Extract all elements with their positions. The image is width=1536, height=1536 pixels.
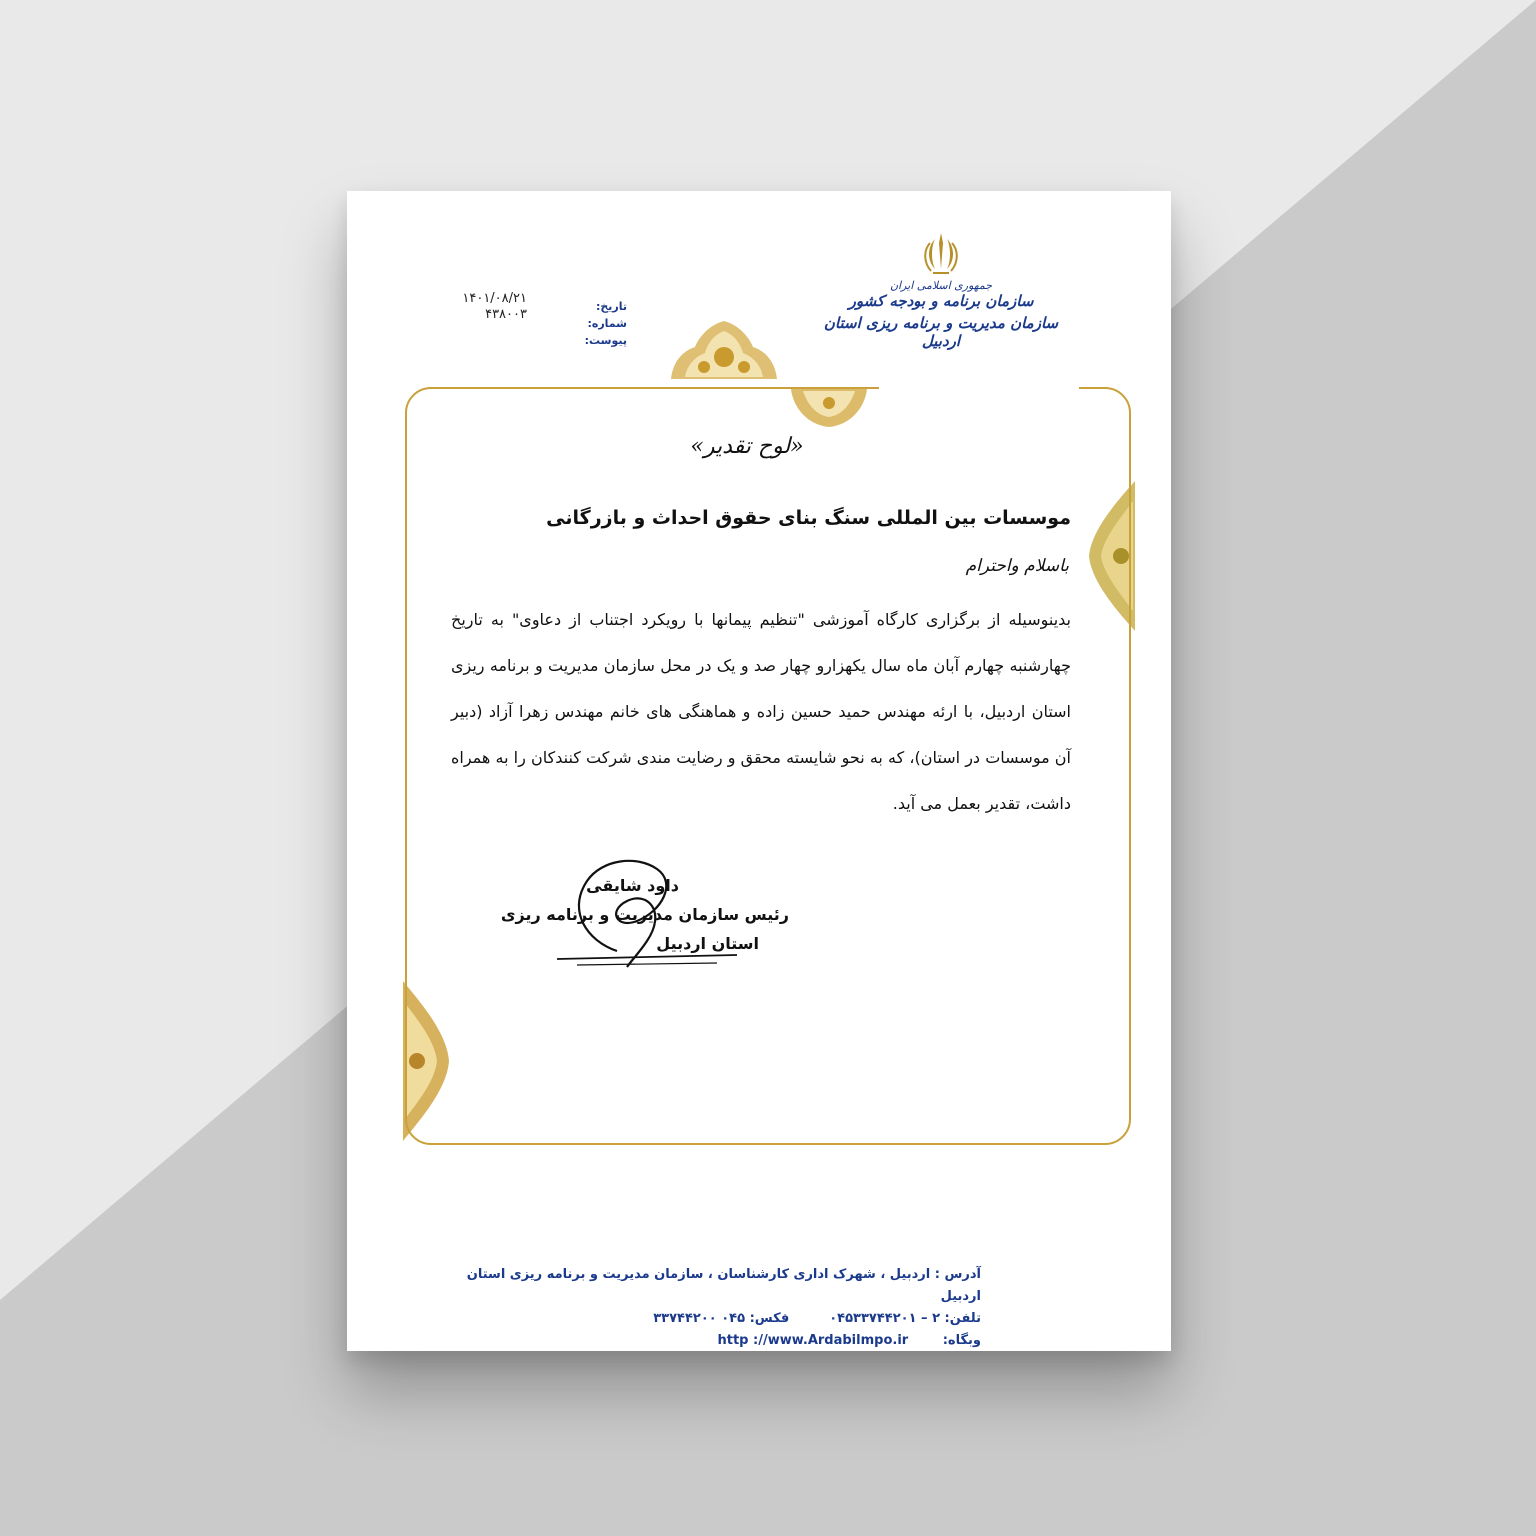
- top-ornament-icon: [669, 317, 779, 381]
- footer: [461, 1264, 981, 1352]
- phone-value: ۲ – ۰۴۵۳۳۷۴۴۲۰۱: [829, 1311, 941, 1326]
- signer-position: رئیس سازمان مدیریت و برنامه ریزی: [500, 905, 789, 924]
- iran-emblem-icon: [921, 229, 961, 279]
- meta-labels: [567, 298, 627, 349]
- signer-name: داود شایقی: [586, 876, 679, 895]
- footer-contact-row: [461, 1308, 981, 1330]
- fax-label: فکس:: [749, 1311, 790, 1326]
- fax-value: ۰۴۵ ۳۳۷۴۴۲۰۰: [653, 1311, 746, 1326]
- phone-label: تلفن:: [944, 1311, 981, 1326]
- signature-block: [489, 871, 789, 958]
- website-link[interactable]: http ://www.Ardabilmpo.ir: [717, 1333, 909, 1348]
- header-sub-organization: سازمان مدیریت و برنامه ریزی استان اردبیل: [823, 314, 1059, 350]
- header-small-text: جمهوری اسلامی ایران: [889, 279, 993, 292]
- website-label: وبگاه:: [942, 1333, 981, 1348]
- header-organization: سازمان برنامه و بودجه کشور: [848, 292, 1034, 310]
- frame-gap: [879, 383, 1079, 393]
- letterhead: [811, 229, 1071, 350]
- website-row: [461, 1330, 981, 1352]
- phone-group: [829, 1308, 981, 1330]
- certificate-title: «لوح تقدیر»: [690, 434, 804, 459]
- date-value: ۱۴۰۱/۰۸/۲۱: [462, 291, 527, 306]
- recipient: موسسات بین المللی سنگ بنای حقوق احداث و بازرگانی: [546, 507, 1071, 529]
- signer-province: استان اردبیل: [656, 934, 759, 953]
- number-label: شماره:: [587, 317, 627, 330]
- fax-group: [653, 1308, 789, 1330]
- number-value: ۴۳۸۰۰۳: [485, 307, 527, 322]
- footer-address: آدرس : اردبیل ، شهرک اداری کارشناسان ، سازمان مدیریت و برنامه ریزی استان اردبیل: [466, 1267, 981, 1304]
- attachment-label: پیوست:: [584, 334, 627, 347]
- certificate-page: [347, 191, 1171, 1351]
- greeting: باسلام واحترام: [965, 556, 1069, 576]
- meta-values: [457, 291, 527, 323]
- body-text: بدینوسیله از برگزاری کارگاه آموزشی "تنظیم پیمانها با رویکرد اجتناب از دعاوی" به تاریخ چهارشنبه چهارم آبان ماه سال یکهزارو چهار صد و یک در محل سازمان مدیریت و برنامه ریزی استان اردبیل، با ارئه مهندس حمید حسین زاده و هماهنگی های خانم مهندس زهرا آزاد (دبیر آن موسسات در استان)، که به نحو شایسته محقق و رضایت مندی شرکت کنندکان را به همراه داشت، تقدیر بعمل می آید.: [451, 610, 1071, 813]
- date-label: تاریخ:: [595, 300, 627, 313]
